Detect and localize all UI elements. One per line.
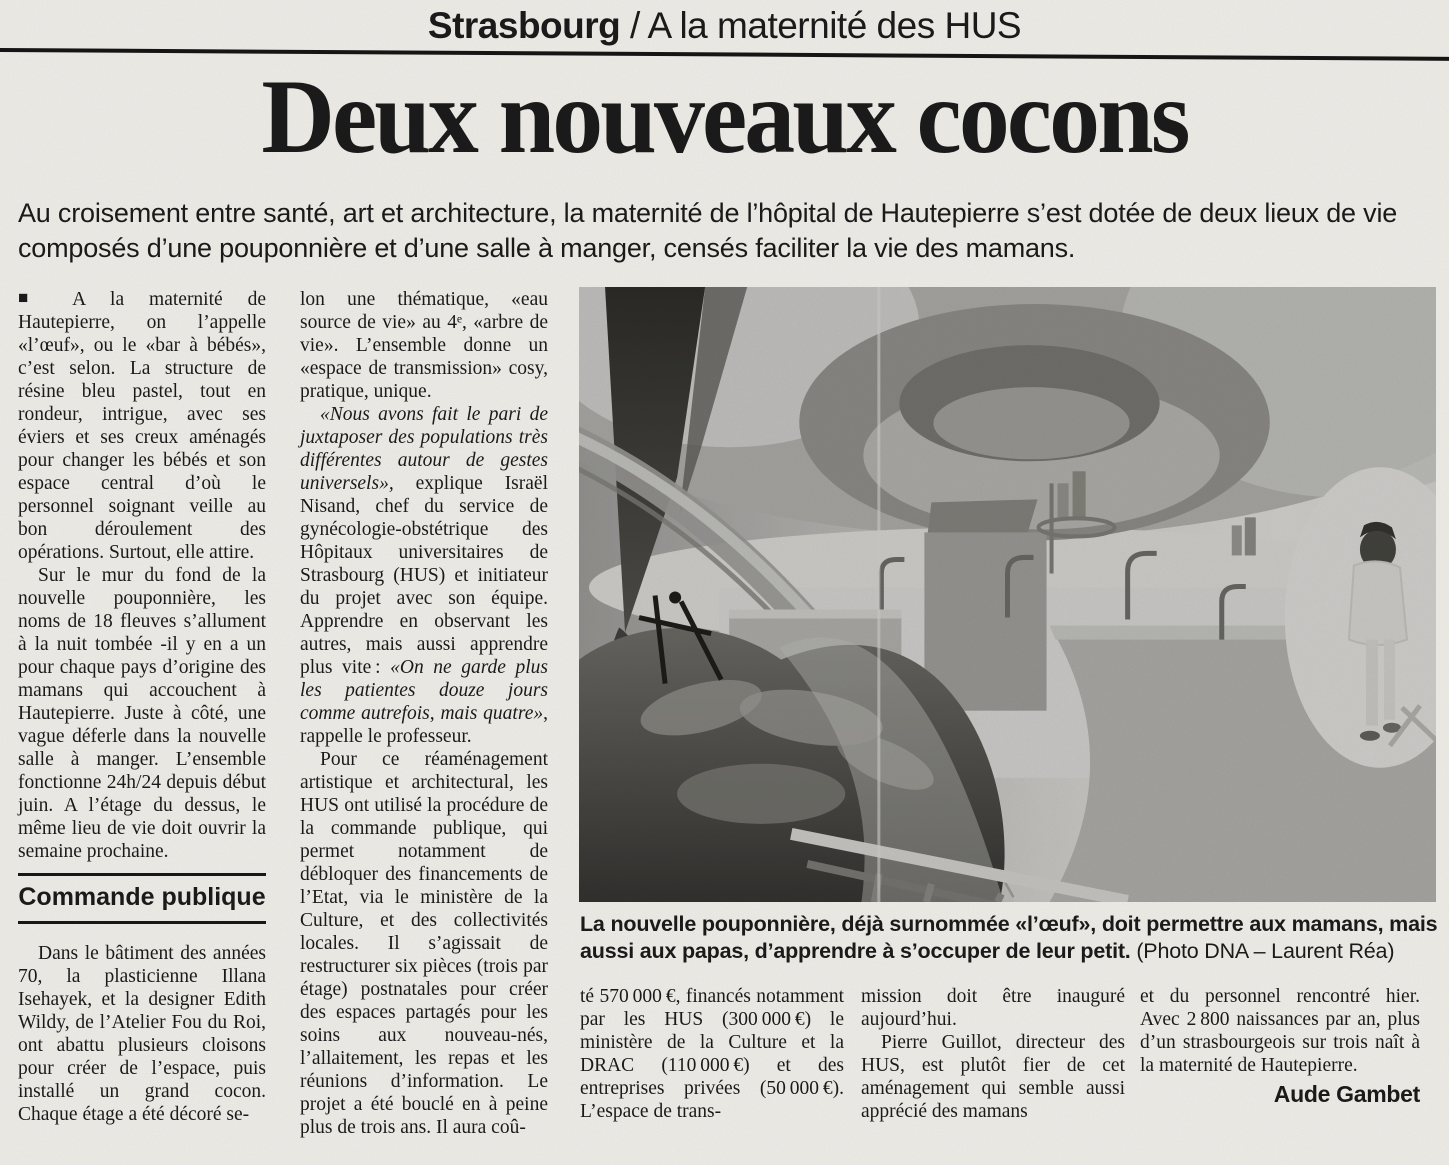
paragraph: Sur le mur du fond de la nouvelle pouponnière, les noms de 18 fleuves s’allument à la nuit tombée -il y en a un pour chaque pays d’origine des mamans qui accouchent à Hautepierre. Juste à côté, une vague déferle dans la nouvelle salle à manger. L’ensemble fonctionne 24h/24 depuis début juin. A l’étage du dessus, le même lieu de vie doit ouvrir la semaine prochaine. bbox=[18, 565, 266, 862]
body-column-3 bbox=[580, 985, 844, 1123]
article-photo bbox=[579, 287, 1436, 902]
photo-credit: (Photo DNA – Laurent Réa) bbox=[1130, 939, 1395, 963]
paragraph-text: explique Israël Nisand, chef du service de gynécologie-obstétrique des Hôpitaux universitaires de Strasbourg (HUS) et initiateur du projet avec son équipe. Apprendre en observant les autres, mais aussi apprendre plus vite : bbox=[300, 473, 548, 678]
quote-text: «Nous avons fait le pari de juxtaposer des populations très différentes autour de gestes universels», bbox=[300, 404, 548, 494]
body-column-1 bbox=[18, 288, 266, 1126]
article-photo-illustration bbox=[579, 287, 1436, 902]
quote-text: «On ne garde plus les patientes douze jours comme autrefois, mais quatre» bbox=[300, 657, 548, 724]
lede: Au croisement entre santé, art et architecture, la maternité de l’hôpital de Hautepierre s’est dotée de deux lieux de vie composés d’une pouponnière et d’une salle à manger, censés faciliter la vie des mamans. bbox=[18, 198, 1398, 263]
paragraph-text: , rappelle le professeur. bbox=[300, 703, 548, 747]
kicker-city: Strasbourg bbox=[427, 5, 621, 46]
paragraph: té 570 000 €, financés notamment par les HUS (300 000 €) le ministère de la Culture et la DRAC (110 000 €) et des entreprises privées (50 000 €). L’espace de trans- bbox=[580, 986, 844, 1122]
byline: Aude Gambet bbox=[1273, 1081, 1420, 1107]
kicker bbox=[0, 5, 1449, 47]
paragraph: et du personnel rencontré hier. Avec 2 800 naissances par an, plus d’un strasbourgeois sur trois naît à la maternité de Hautepierre. bbox=[1140, 986, 1420, 1076]
section-subhead: Commande publique bbox=[18, 873, 266, 924]
body-column-2 bbox=[300, 288, 548, 1139]
newsprint-grain bbox=[579, 287, 1436, 902]
photo-caption bbox=[580, 911, 1438, 965]
square-bullet-icon: ■ bbox=[18, 288, 49, 307]
caption-text: La nouvelle pouponnière, déjà surnommée «l’œuf», doit permettre aux mamans, mais aussi aux papas, d’apprendre à s’occuper de leur petit. bbox=[580, 912, 1438, 963]
paragraph: mission doit être inauguré aujourd’hui. bbox=[861, 986, 1125, 1030]
paragraph-text: A la maternité de Hautepierre, on l’appelle «l’œuf», ou le «bar à bébés», c’est selon. La structure de résine bleu pastel, tout en rondeur, intrigue, avec ses éviers et ses creux aménagés pour changer les bébés et son espace central d’où le personnel soignant veille au bon déroulement des opérations. Surtout, elle attire. bbox=[18, 289, 266, 563]
paragraph: Pour ce réaménagement artistique et architectural, les HUS ont utilisé la procédure de la commande publique, qui permet notamment de débloquer des financements de l’Etat, via le ministère de la Culture, et des collectivités locales. Il s’agissait de restructurer six pièces (trois par étage) postnatales pour créer des espaces partagés pour les soins aux nouveau-nés, l’allaitement, les repas et les réunions d’information. Le projet a été bouclé en à peine plus de trois ans. Il aura coû- bbox=[300, 749, 548, 1138]
kicker-subtitle: / A la maternité des HUS bbox=[620, 5, 1022, 46]
paragraph bbox=[18, 288, 266, 564]
paragraph bbox=[300, 403, 548, 748]
headline: Deux nouveaux cocons bbox=[261, 58, 1188, 175]
paragraph: Dans le bâtiment des années 70, la plasticienne Illana Isehayek, et la designer Edith Wildy, de l’Atelier Fou du Roi, ont abattu plusieurs cloisons pour créer de l’espace, puis installé un grand cocon. Chaque étage a été décoré se- bbox=[18, 943, 266, 1125]
paragraph: lon une thématique, «eau source de vie» au 4ᵉ, «arbre de vie». L’ensemble donne un «espace de transmission» cosy, pratique, unique. bbox=[300, 289, 548, 402]
body-column-5 bbox=[1140, 985, 1420, 1106]
body-column-4 bbox=[861, 985, 1125, 1123]
paragraph: Pierre Guillot, directeur des HUS, est plutôt fier de cet aménagement qui semble aussi apprécié des mamans bbox=[861, 1032, 1125, 1122]
